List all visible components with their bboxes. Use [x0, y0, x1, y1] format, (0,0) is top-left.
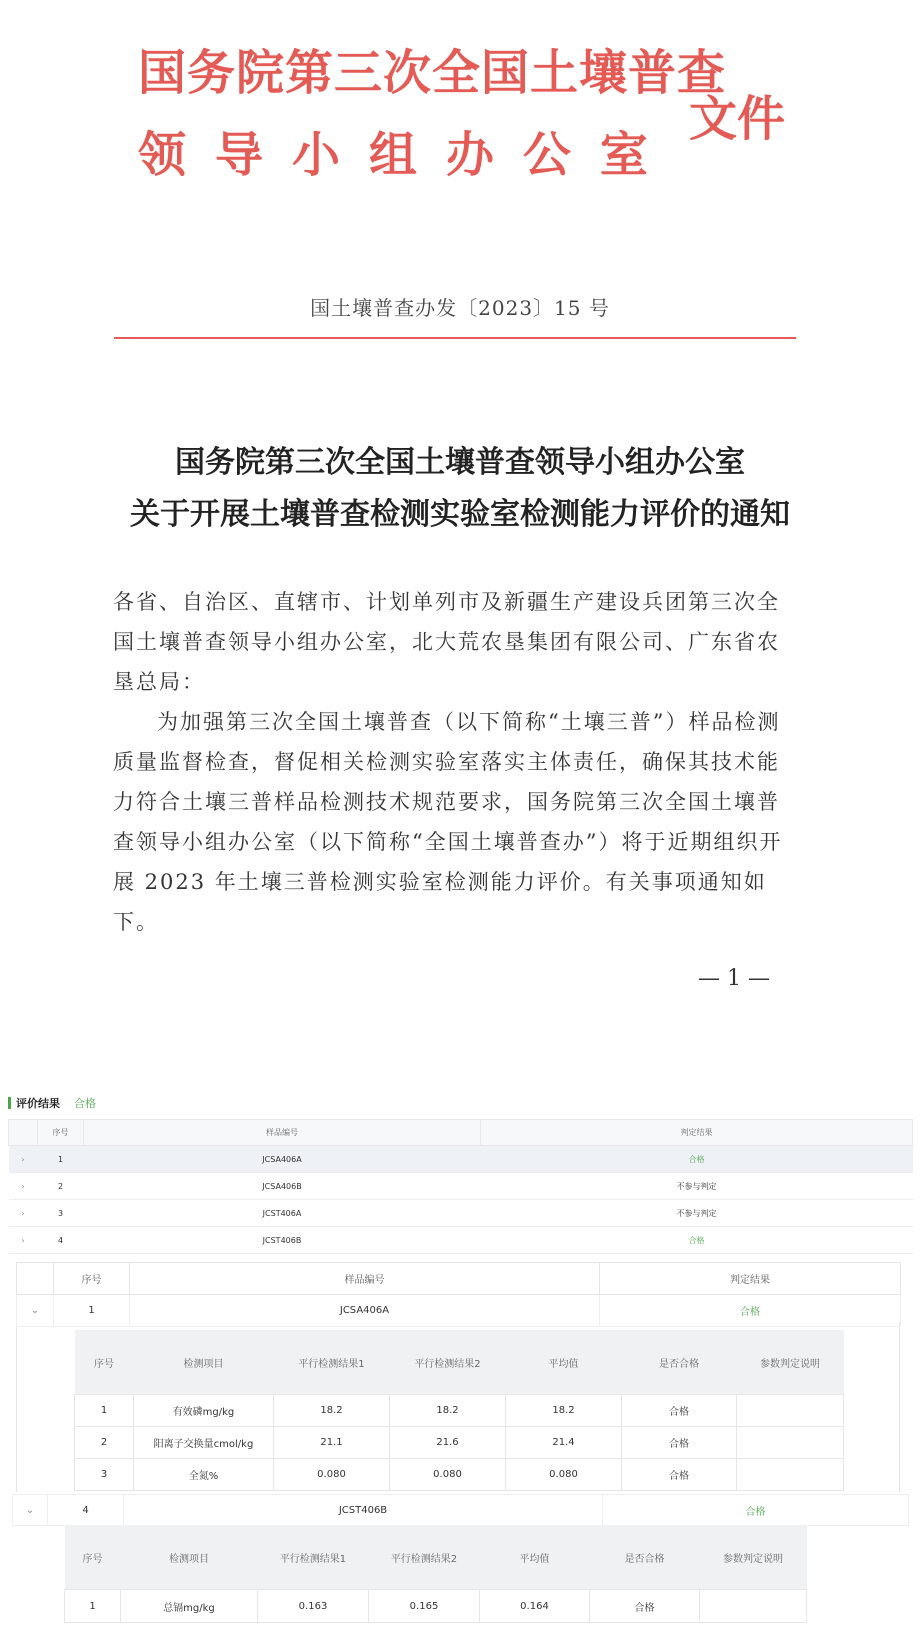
detail-table — [64, 1525, 807, 1623]
parameter-note — [700, 1590, 807, 1623]
issuer-char: 公 — [522, 127, 571, 183]
evaluation-header — [8, 1095, 96, 1111]
parallel-result-2: 0.080 — [390, 1459, 506, 1491]
result-cell: 合格 — [600, 1295, 901, 1327]
test-item: 全氮% — [134, 1459, 274, 1491]
detail-row — [65, 1590, 807, 1623]
row-number: 1 — [54, 1295, 130, 1327]
row-number: 3 — [75, 1459, 134, 1491]
column-header: 是否合格 — [590, 1525, 700, 1590]
result-cell: 合格 — [603, 1495, 909, 1526]
table-row[interactable] — [9, 1146, 913, 1173]
body-paragraph: 为加强第三次全国土壤普查（以下简称“土壤三普”）样品检测质量监督检查，督促相关检测实验室落实主体责任，确保其技术能力符合土壤三普样品检测技术规范要求，国务院第三次全国土壤普查领导小组办公室（以下简称“全国土壤普查办”）将于近期组织开展 2023 年土壤三普检测实验室检测能力评价。有关事项通知如下。 — [113, 710, 783, 934]
column-header: 样品编号 — [84, 1120, 481, 1146]
chevron-right-icon[interactable]: › — [9, 1173, 38, 1200]
issuer-char: 办 — [445, 127, 494, 183]
evaluation-status: 合格 — [74, 1097, 96, 1110]
detail-header-row — [65, 1525, 807, 1590]
column-header: 序号 — [38, 1120, 84, 1146]
red-divider — [114, 337, 796, 339]
section-marker — [8, 1097, 11, 1109]
parallel-result-2: 18.2 — [390, 1395, 506, 1427]
chevron-down-icon[interactable]: ⌄ — [17, 1295, 54, 1327]
document-title-line2: 关于开展土壤普查检测实验室检测能力评价的通知 — [130, 497, 790, 532]
chevron-right-icon[interactable]: › — [9, 1200, 38, 1227]
parallel-result-2: 21.6 — [390, 1427, 506, 1459]
result-cell: 合格 — [481, 1146, 913, 1173]
column-header: 平行检测结果1 — [258, 1525, 369, 1590]
parallel-result-1: 0.163 — [258, 1590, 369, 1623]
page-number: — 1 — — [698, 966, 770, 991]
parallel-result-1: 21.1 — [274, 1427, 390, 1459]
expand-column-header — [9, 1120, 38, 1146]
result-cell: 合格 — [481, 1227, 913, 1254]
sample-id: JCST406A — [84, 1200, 481, 1227]
issuer-char: 导 — [214, 127, 263, 183]
expand-column-header — [17, 1263, 54, 1295]
table-header-row — [17, 1263, 901, 1295]
pass-status: 合格 — [622, 1395, 737, 1427]
issuer-char: 室 — [599, 127, 648, 183]
issuer-name-line1: 国务院第三次全国土壤普查 — [138, 45, 727, 101]
row-number: 2 — [38, 1173, 84, 1200]
table-row[interactable] — [9, 1173, 913, 1200]
column-header: 平行检测结果2 — [390, 1330, 506, 1395]
detail-row — [75, 1427, 844, 1459]
expanded-table — [12, 1494, 909, 1526]
pass-status: 合格 — [622, 1427, 737, 1459]
column-header: 参数判定说明 — [700, 1525, 807, 1590]
chevron-right-icon[interactable]: › — [9, 1146, 38, 1173]
sample-id: JCSA406A — [84, 1146, 481, 1173]
column-header: 平均值 — [480, 1525, 590, 1590]
row-number: 2 — [75, 1427, 134, 1459]
sample-id: JCST406B — [84, 1227, 481, 1254]
sample-id: JCSA406A — [130, 1295, 600, 1327]
test-item: 总镉mg/kg — [121, 1590, 258, 1623]
table-row[interactable] — [9, 1200, 913, 1227]
sample-id: JCSA406B — [84, 1173, 481, 1200]
column-header: 检测项目 — [121, 1525, 258, 1590]
column-header: 序号 — [75, 1330, 134, 1395]
table-border — [16, 1322, 17, 1492]
parallel-result-1: 18.2 — [274, 1395, 390, 1427]
issuer-name-line2 — [138, 116, 648, 185]
average-value: 21.4 — [506, 1427, 622, 1459]
table-row[interactable] — [9, 1227, 913, 1254]
parallel-result-2: 0.165 — [369, 1590, 480, 1623]
row-number: 3 — [38, 1200, 84, 1227]
column-header: 判定结果 — [600, 1263, 901, 1295]
pass-status: 合格 — [622, 1459, 737, 1491]
column-header: 参数判定说明 — [737, 1330, 844, 1395]
table-header-row — [9, 1120, 913, 1146]
column-header: 序号 — [54, 1263, 130, 1295]
table-row[interactable] — [17, 1295, 901, 1327]
column-header: 平行检测结果1 — [274, 1330, 390, 1395]
average-value: 0.164 — [480, 1590, 590, 1623]
chevron-down-icon[interactable]: ⌄ — [13, 1495, 48, 1526]
sample-id: JCST406B — [124, 1495, 603, 1526]
chevron-right-icon[interactable]: › — [9, 1227, 38, 1254]
column-header: 平行检测结果2 — [369, 1525, 480, 1590]
document-title-line1: 国务院第三次全国土壤普查领导小组办公室 — [175, 445, 745, 480]
column-header: 平均值 — [506, 1330, 622, 1395]
evaluation-table — [8, 1119, 913, 1254]
row-number: 4 — [48, 1495, 124, 1526]
parallel-result-1: 0.080 — [274, 1459, 390, 1491]
expanded-table — [16, 1262, 901, 1327]
row-number: 1 — [65, 1590, 121, 1623]
detail-row — [75, 1459, 844, 1491]
detail-table — [74, 1330, 844, 1491]
row-number: 1 — [75, 1395, 134, 1427]
detail-row — [75, 1395, 844, 1427]
parameter-note — [737, 1395, 844, 1427]
table-border — [899, 1322, 900, 1492]
average-value: 18.2 — [506, 1395, 622, 1427]
issuer-char: 组 — [368, 127, 417, 183]
parameter-note — [737, 1427, 844, 1459]
row-number: 4 — [38, 1227, 84, 1254]
parameter-note — [737, 1459, 844, 1491]
result-cell: 不参与判定 — [481, 1200, 913, 1227]
test-item: 有效磷mg/kg — [134, 1395, 274, 1427]
column-header: 检测项目 — [134, 1330, 274, 1395]
column-header: 是否合格 — [622, 1330, 737, 1395]
evaluation-title: 评价结果 — [16, 1097, 60, 1110]
document-type-label: 文件 — [689, 91, 786, 147]
document-number: 国土壤普查办发〔2023〕15 号 — [310, 296, 610, 320]
pass-status: 合格 — [590, 1590, 700, 1623]
column-header: 序号 — [65, 1525, 121, 1590]
average-value: 0.080 — [506, 1459, 622, 1491]
column-header: 判定结果 — [481, 1120, 913, 1146]
test-item: 阳离子交换量cmol/kg — [134, 1427, 274, 1459]
row-number: 1 — [38, 1146, 84, 1173]
issuer-char: 小 — [291, 127, 340, 183]
addressee: 各省、自治区、直辖市、计划单列市及新疆生产建设兵团第三次全国土壤普查领导小组办公室，北大荒农垦集团有限公司、广东省农垦总局： — [113, 590, 780, 694]
issuer-char: 领 — [138, 127, 187, 183]
result-cell: 不参与判定 — [481, 1173, 913, 1200]
column-header: 样品编号 — [130, 1263, 600, 1295]
detail-header-row — [75, 1330, 844, 1395]
table-row[interactable] — [13, 1495, 909, 1526]
